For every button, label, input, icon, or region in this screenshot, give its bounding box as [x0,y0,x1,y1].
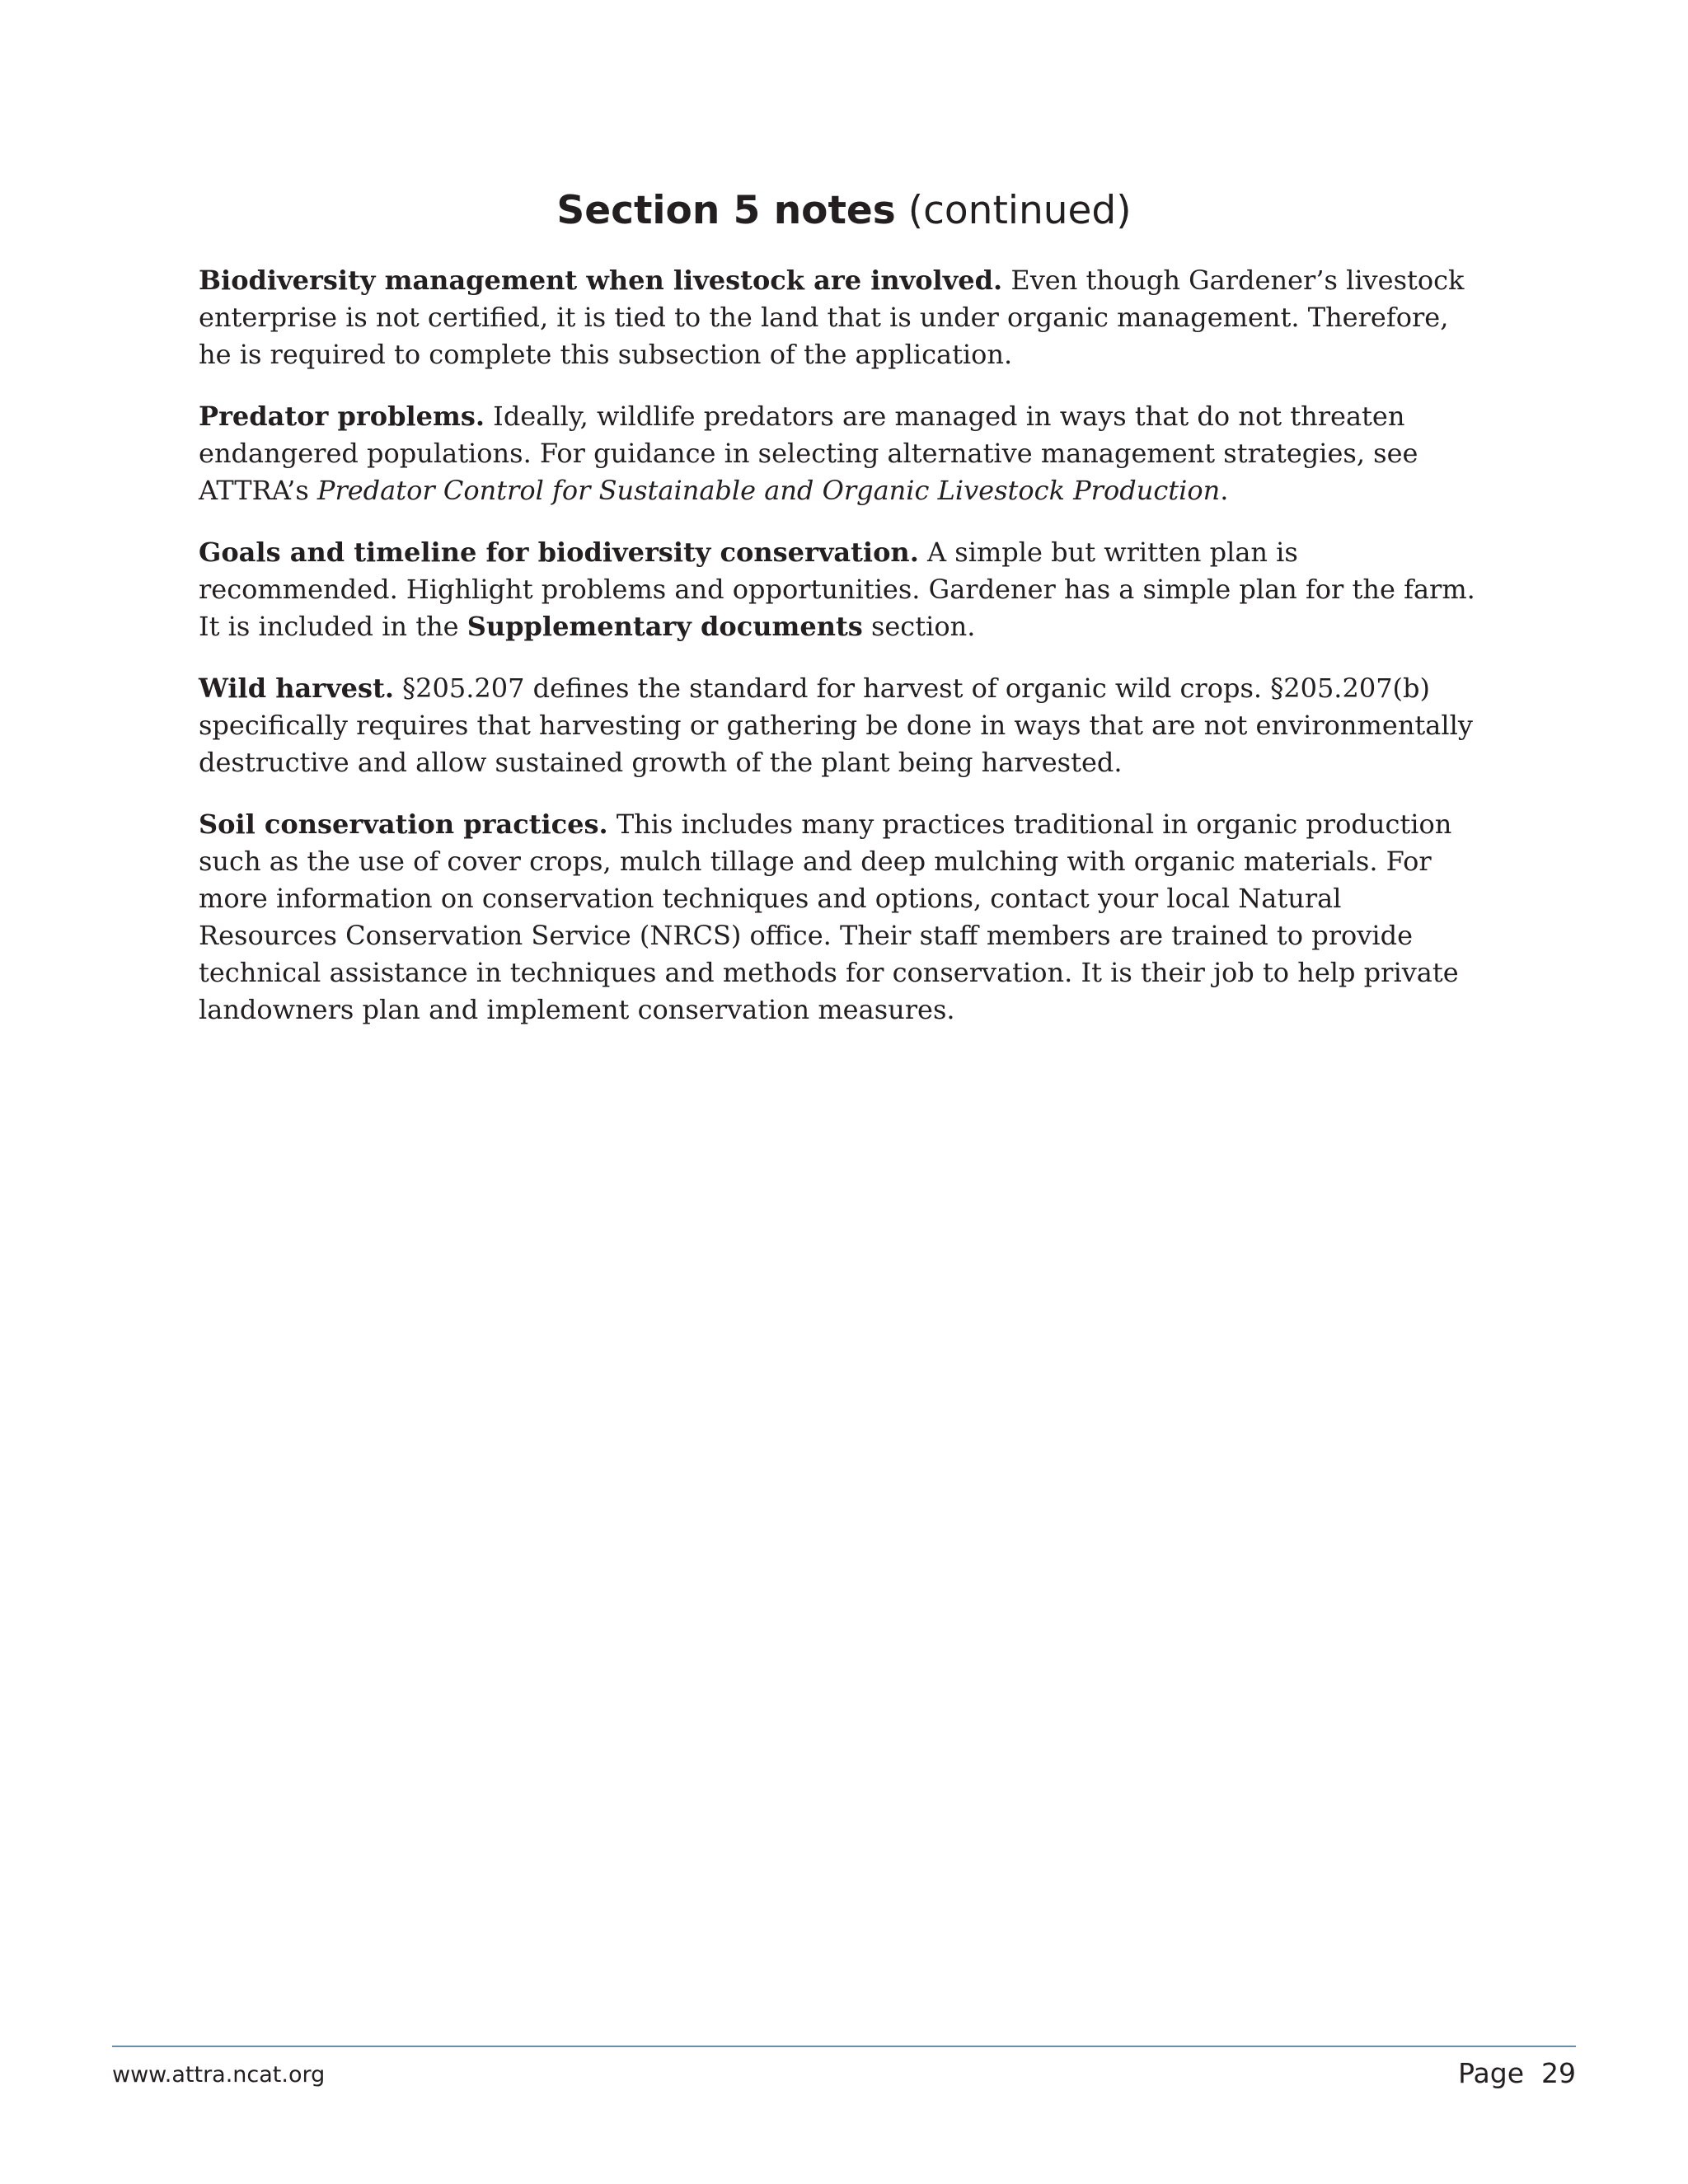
paragraph-heading: Predator problems. [199,401,485,432]
paragraph-wild-harvest [199,670,1484,781]
paragraph-goals-timeline [199,534,1484,645]
section-title-continued: (continued) [895,188,1132,233]
paragraph-text: This includes many practices traditional in organic production such as the use of cover crops, mulch tillage and deep mulching with organic materials. For more information on conservation techniques and options, contact your local Natural Resources Conservation Service (NRCS) office. Their staff members are trained to provide technical assistance in techniques and methods for conservation. It is their job to help private landowners plan and implement conservation measures. [199,808,1459,1025]
paragraph-soil-conservation [199,806,1484,1029]
paragraph-text: . [1220,475,1229,506]
section-reference: Supplementary documents [467,611,863,642]
paragraph-predator-problems [199,398,1484,509]
paragraph-text: Even though Gardener’s livestock enterprise is not certified, it is tied to the land that is under organic management. Therefore, he is required to complete this subsection of the application. [199,265,1465,370]
footer-divider [112,2046,1576,2047]
paragraph-text: §205.207 defines the standard for harvest of organic wild crops. §205.207(b) specifically requires that harvesting or gathering be done in ways that are not environmentally destructive and allow sustained growth of the plant being harvested. [199,673,1473,778]
paragraph-heading: Soil conservation practices. [199,808,608,840]
paragraph-biodiversity-livestock [199,262,1484,373]
footer-url: www.attra.ncat.org [112,2062,326,2088]
paragraph-text: Ideally, wildlife predators are managed in ways that do not threaten endangered populations. For guidance in selecting alternative management strategies, see ATTRA’s [199,401,1418,506]
paragraph-text: section. [862,611,976,642]
paragraph-heading: Wild harvest. [199,673,394,704]
paragraph-heading: Goals and timeline for biodiversity conservation. [199,537,919,568]
paragraph-text: A simple but written plan is recommended. Highlight problems and opportunities. Gardener has a simple plan for the farm. It is included in the [199,537,1475,642]
paragraph-heading: Biodiversity management when livestock are involved. [199,265,1003,296]
page-number: Page 29 [1458,2057,1576,2089]
notes-body [199,262,1484,1053]
page-title [0,188,1688,234]
publication-title: Predator Control for Sustainable and Organic Livestock Production [316,475,1221,506]
section-title: Section 5 notes [556,188,896,233]
